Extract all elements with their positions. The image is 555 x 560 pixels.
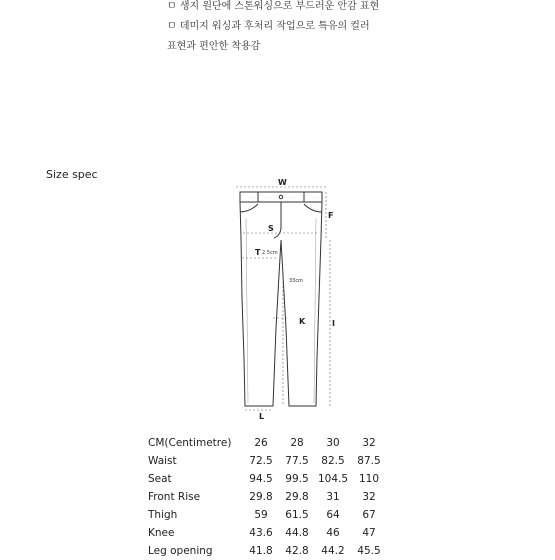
table-cell: 61.5 [285, 509, 309, 521]
table-cell: 99.5 [285, 473, 309, 485]
label-s: S [268, 224, 274, 233]
table-cell: 47 [362, 527, 376, 539]
table-cell: 29.8 [285, 491, 309, 503]
table-cell: 32 [362, 491, 376, 503]
table-cell: 31 [326, 491, 340, 503]
table-row [148, 542, 387, 560]
label-f: F [328, 211, 334, 220]
table-cell: Front Rise [148, 491, 201, 503]
table-cell: 41.8 [249, 545, 273, 557]
table-cell: 43.6 [249, 527, 273, 539]
size-spec-table [148, 434, 387, 560]
table-header-cell: 32 [362, 437, 376, 449]
label-k: K [299, 317, 306, 326]
size-spec-heading: Size spec [46, 168, 98, 181]
table-cell: 59 [254, 509, 268, 521]
table-header-cell: 26 [254, 437, 268, 449]
table-cell: Leg opening [148, 545, 213, 557]
table-cell: 46 [326, 527, 340, 539]
table-cell: 94.5 [249, 473, 273, 485]
label-inseam-mark: 33cm [289, 278, 303, 284]
table-cell: 72.5 [249, 455, 273, 467]
table-cell: 104.5 [317, 473, 349, 485]
table-cell: 82.5 [321, 455, 345, 467]
table-header-cell: 30 [326, 437, 340, 449]
table-cell: 77.5 [285, 455, 309, 467]
table-cell: Seat [148, 473, 172, 485]
table-cell: 42.8 [285, 545, 309, 557]
label-l: L [259, 412, 265, 420]
table-row [148, 452, 387, 470]
table-header-cell: 28 [290, 437, 304, 449]
label-offset: 2.5cm [262, 250, 278, 256]
table-header-cell: CM(Centimetre) [148, 437, 232, 449]
jeans-outline-icon [240, 192, 322, 406]
label-i: I [332, 319, 335, 328]
table-cell: Thigh [148, 509, 178, 521]
note-line: 표현과 편안한 착용감 [167, 41, 261, 52]
table-cell: 110 [358, 473, 380, 485]
table-row [148, 470, 387, 488]
table-header-row [148, 434, 387, 452]
table-cell: 87.5 [357, 455, 381, 467]
table-cell: Knee [148, 527, 175, 539]
note-line: ㅁ 생지 원단에 스톤워싱으로 부드러운 안감 표현 [167, 1, 380, 12]
note-line: ㅁ 데미지 워싱과 후처리 작업으로 특유의 컬러 [167, 21, 370, 32]
table-cell: 29.8 [249, 491, 273, 503]
table-cell: Waist [148, 455, 177, 467]
table-cell: 44.8 [285, 527, 309, 539]
product-notes [167, 0, 379, 57]
table-cell: 44.2 [321, 545, 345, 557]
label-t: T [255, 248, 261, 257]
table-cell: 64 [326, 509, 340, 521]
table-row [148, 488, 387, 506]
table-cell: 67 [362, 509, 376, 521]
table-row [148, 524, 387, 542]
table-cell: 45.5 [357, 545, 381, 557]
label-w: W [278, 178, 287, 187]
table-row [148, 506, 387, 524]
jeans-measurement-diagram [228, 178, 348, 420]
